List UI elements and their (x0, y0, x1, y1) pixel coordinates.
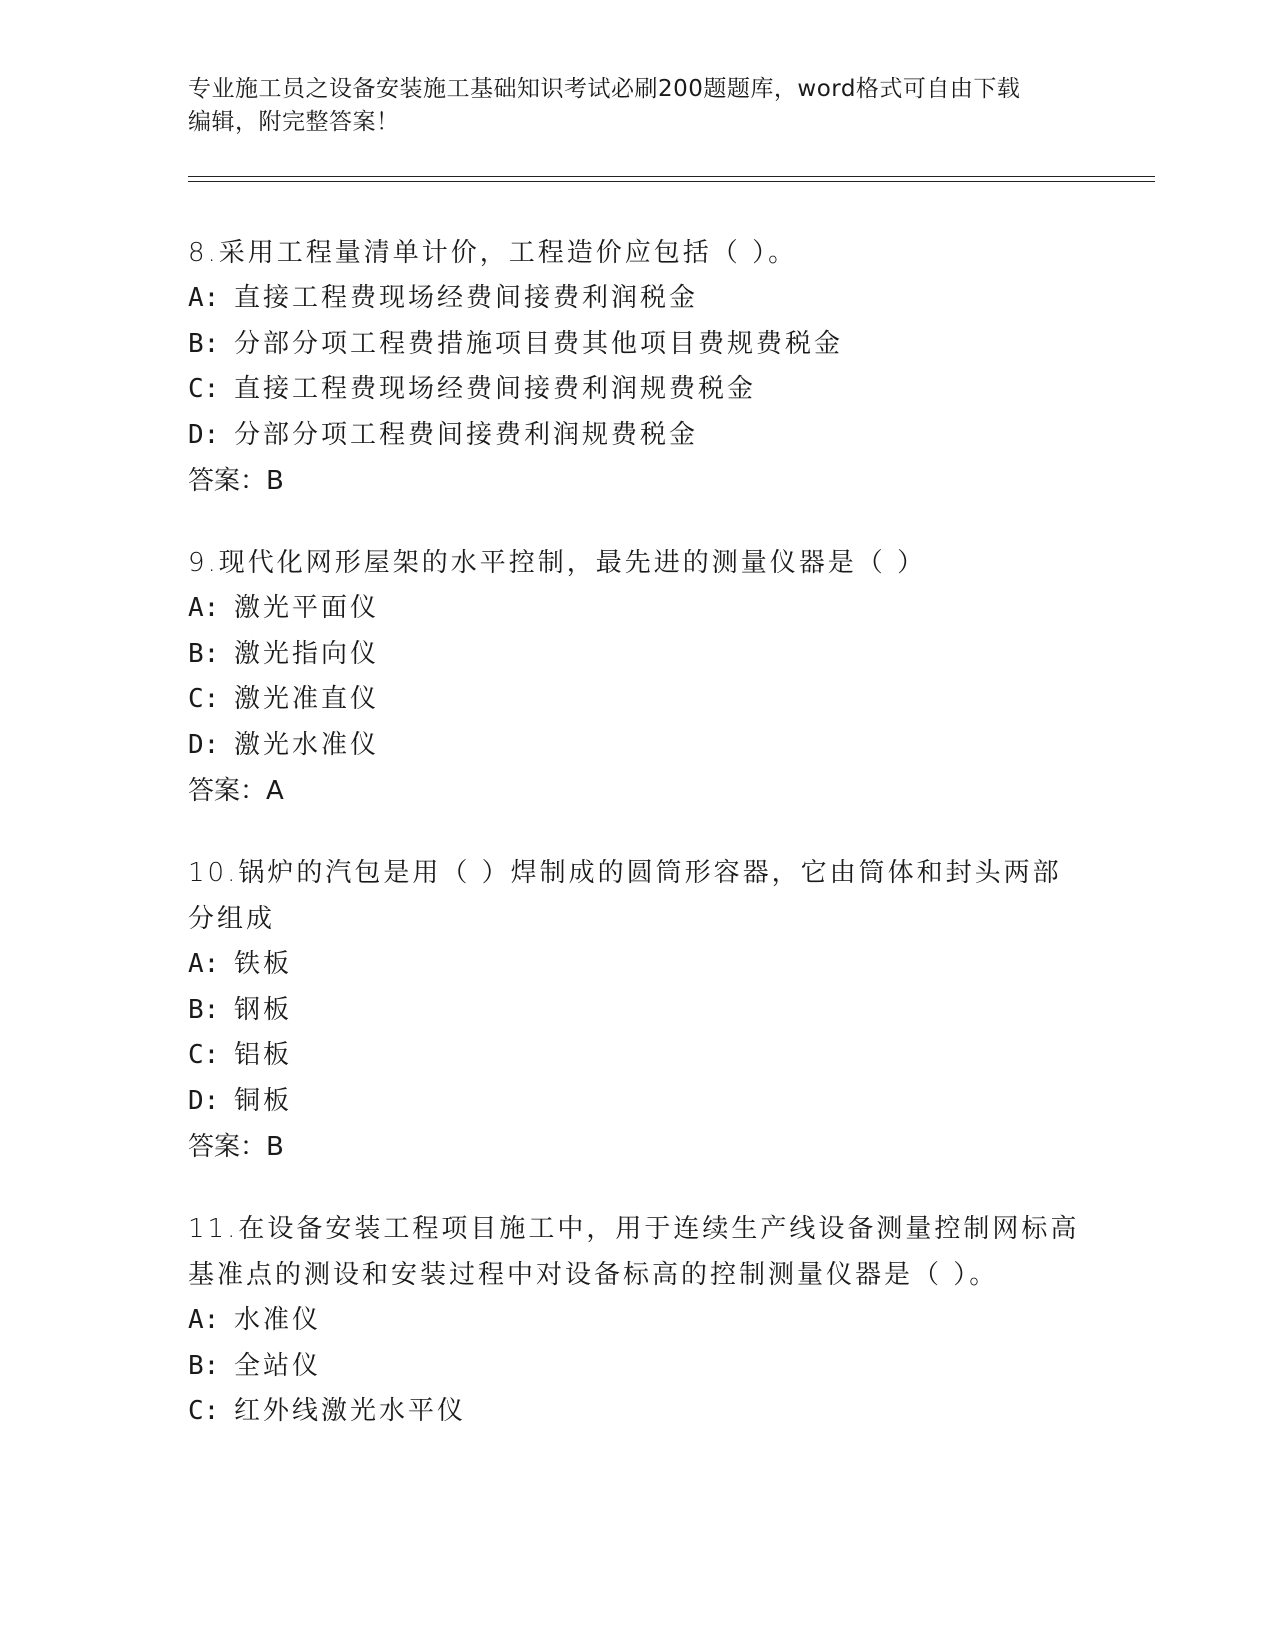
question-text: 9.现代化网形屋架的水平控制，最先进的测量仪器是（ ） (188, 548, 927, 578)
option-b (188, 988, 1088, 1034)
question-list (188, 230, 1088, 1471)
question-item (188, 850, 1088, 1170)
option-d (188, 1079, 1088, 1125)
option-letter: B: (188, 994, 220, 1025)
option-text: 激光平面仪 (234, 593, 380, 623)
option-c (188, 1389, 1088, 1435)
option-d (188, 723, 1088, 769)
option-text: 水准仪 (234, 1305, 322, 1335)
option-text: 激光准直仪 (234, 684, 380, 714)
option-text: 钢板 (234, 994, 293, 1025)
option-text: 铜板 (234, 1085, 293, 1116)
option-text: 分部分项工程费间接费利润规费税金 (234, 419, 699, 450)
option-letter: C: (188, 1396, 220, 1426)
option-a (188, 1298, 1088, 1344)
option-letter: C: (188, 374, 220, 404)
option-a (188, 942, 1088, 988)
option-text: 激光指向仪 (234, 638, 380, 669)
option-letter: D: (188, 1085, 220, 1116)
option-c (188, 367, 1088, 413)
answer-text: 答案：B (188, 1132, 284, 1162)
option-text: 分部分项工程费措施项目费其他项目费规费税金 (234, 328, 844, 359)
option-letter: A: (188, 593, 220, 623)
question-item (188, 1206, 1088, 1435)
option-b (188, 632, 1088, 678)
option-letter: B: (188, 638, 220, 669)
question-item (188, 230, 1088, 504)
header-line-1: 专业施工员之设备安装施工基础知识考试必刷200题题库，word格式可自由下载 (188, 76, 1021, 102)
option-text: 全站仪 (234, 1350, 322, 1381)
option-c (188, 1033, 1088, 1079)
question-text-continued: 分组成 (188, 904, 276, 934)
answer-text: 答案：A (188, 776, 284, 806)
document-header (188, 73, 1068, 139)
question-text: 11.在设备安装工程项目施工中，用于连续生产线设备测量控制网标高 (188, 1214, 1080, 1244)
option-letter: C: (188, 1040, 220, 1070)
question-text: 8.采用工程量清单计价，工程造价应包括（ ）。 (188, 238, 798, 268)
option-text: 直接工程费现场经费间接费利润税金 (234, 283, 699, 313)
option-letter: D: (188, 419, 220, 450)
option-d (188, 413, 1088, 459)
question-text: 10.锅炉的汽包是用（ ）焊制成的圆筒形容器，它由筒体和封头两部 (188, 858, 1062, 888)
option-text: 激光水准仪 (234, 729, 380, 760)
option-letter: A: (188, 949, 220, 979)
header-line-2: 编辑，附完整答案！ (188, 109, 400, 135)
option-letter: B: (188, 1350, 220, 1381)
option-letter: B: (188, 328, 220, 359)
question-text-continued: 基准点的测设和安装过程中对设备标高的控制测量仪器是（ ）。 (188, 1260, 999, 1290)
option-text: 直接工程费现场经费间接费利润规费税金 (234, 374, 757, 404)
option-text: 红外线激光水平仪 (234, 1396, 467, 1426)
option-a (188, 586, 1088, 632)
option-b (188, 1344, 1088, 1390)
option-letter: A: (188, 1305, 220, 1335)
option-b (188, 322, 1088, 368)
option-a (188, 276, 1088, 322)
option-text: 铁板 (234, 949, 293, 979)
question-item (188, 540, 1088, 814)
option-letter: C: (188, 684, 220, 714)
option-c (188, 677, 1088, 723)
option-letter: D: (188, 729, 220, 760)
header-divider-bottom (188, 181, 1155, 182)
option-letter: A: (188, 283, 220, 313)
option-text: 铝板 (234, 1040, 293, 1070)
answer-text: 答案：B (188, 466, 284, 496)
header-divider-top (188, 176, 1155, 177)
